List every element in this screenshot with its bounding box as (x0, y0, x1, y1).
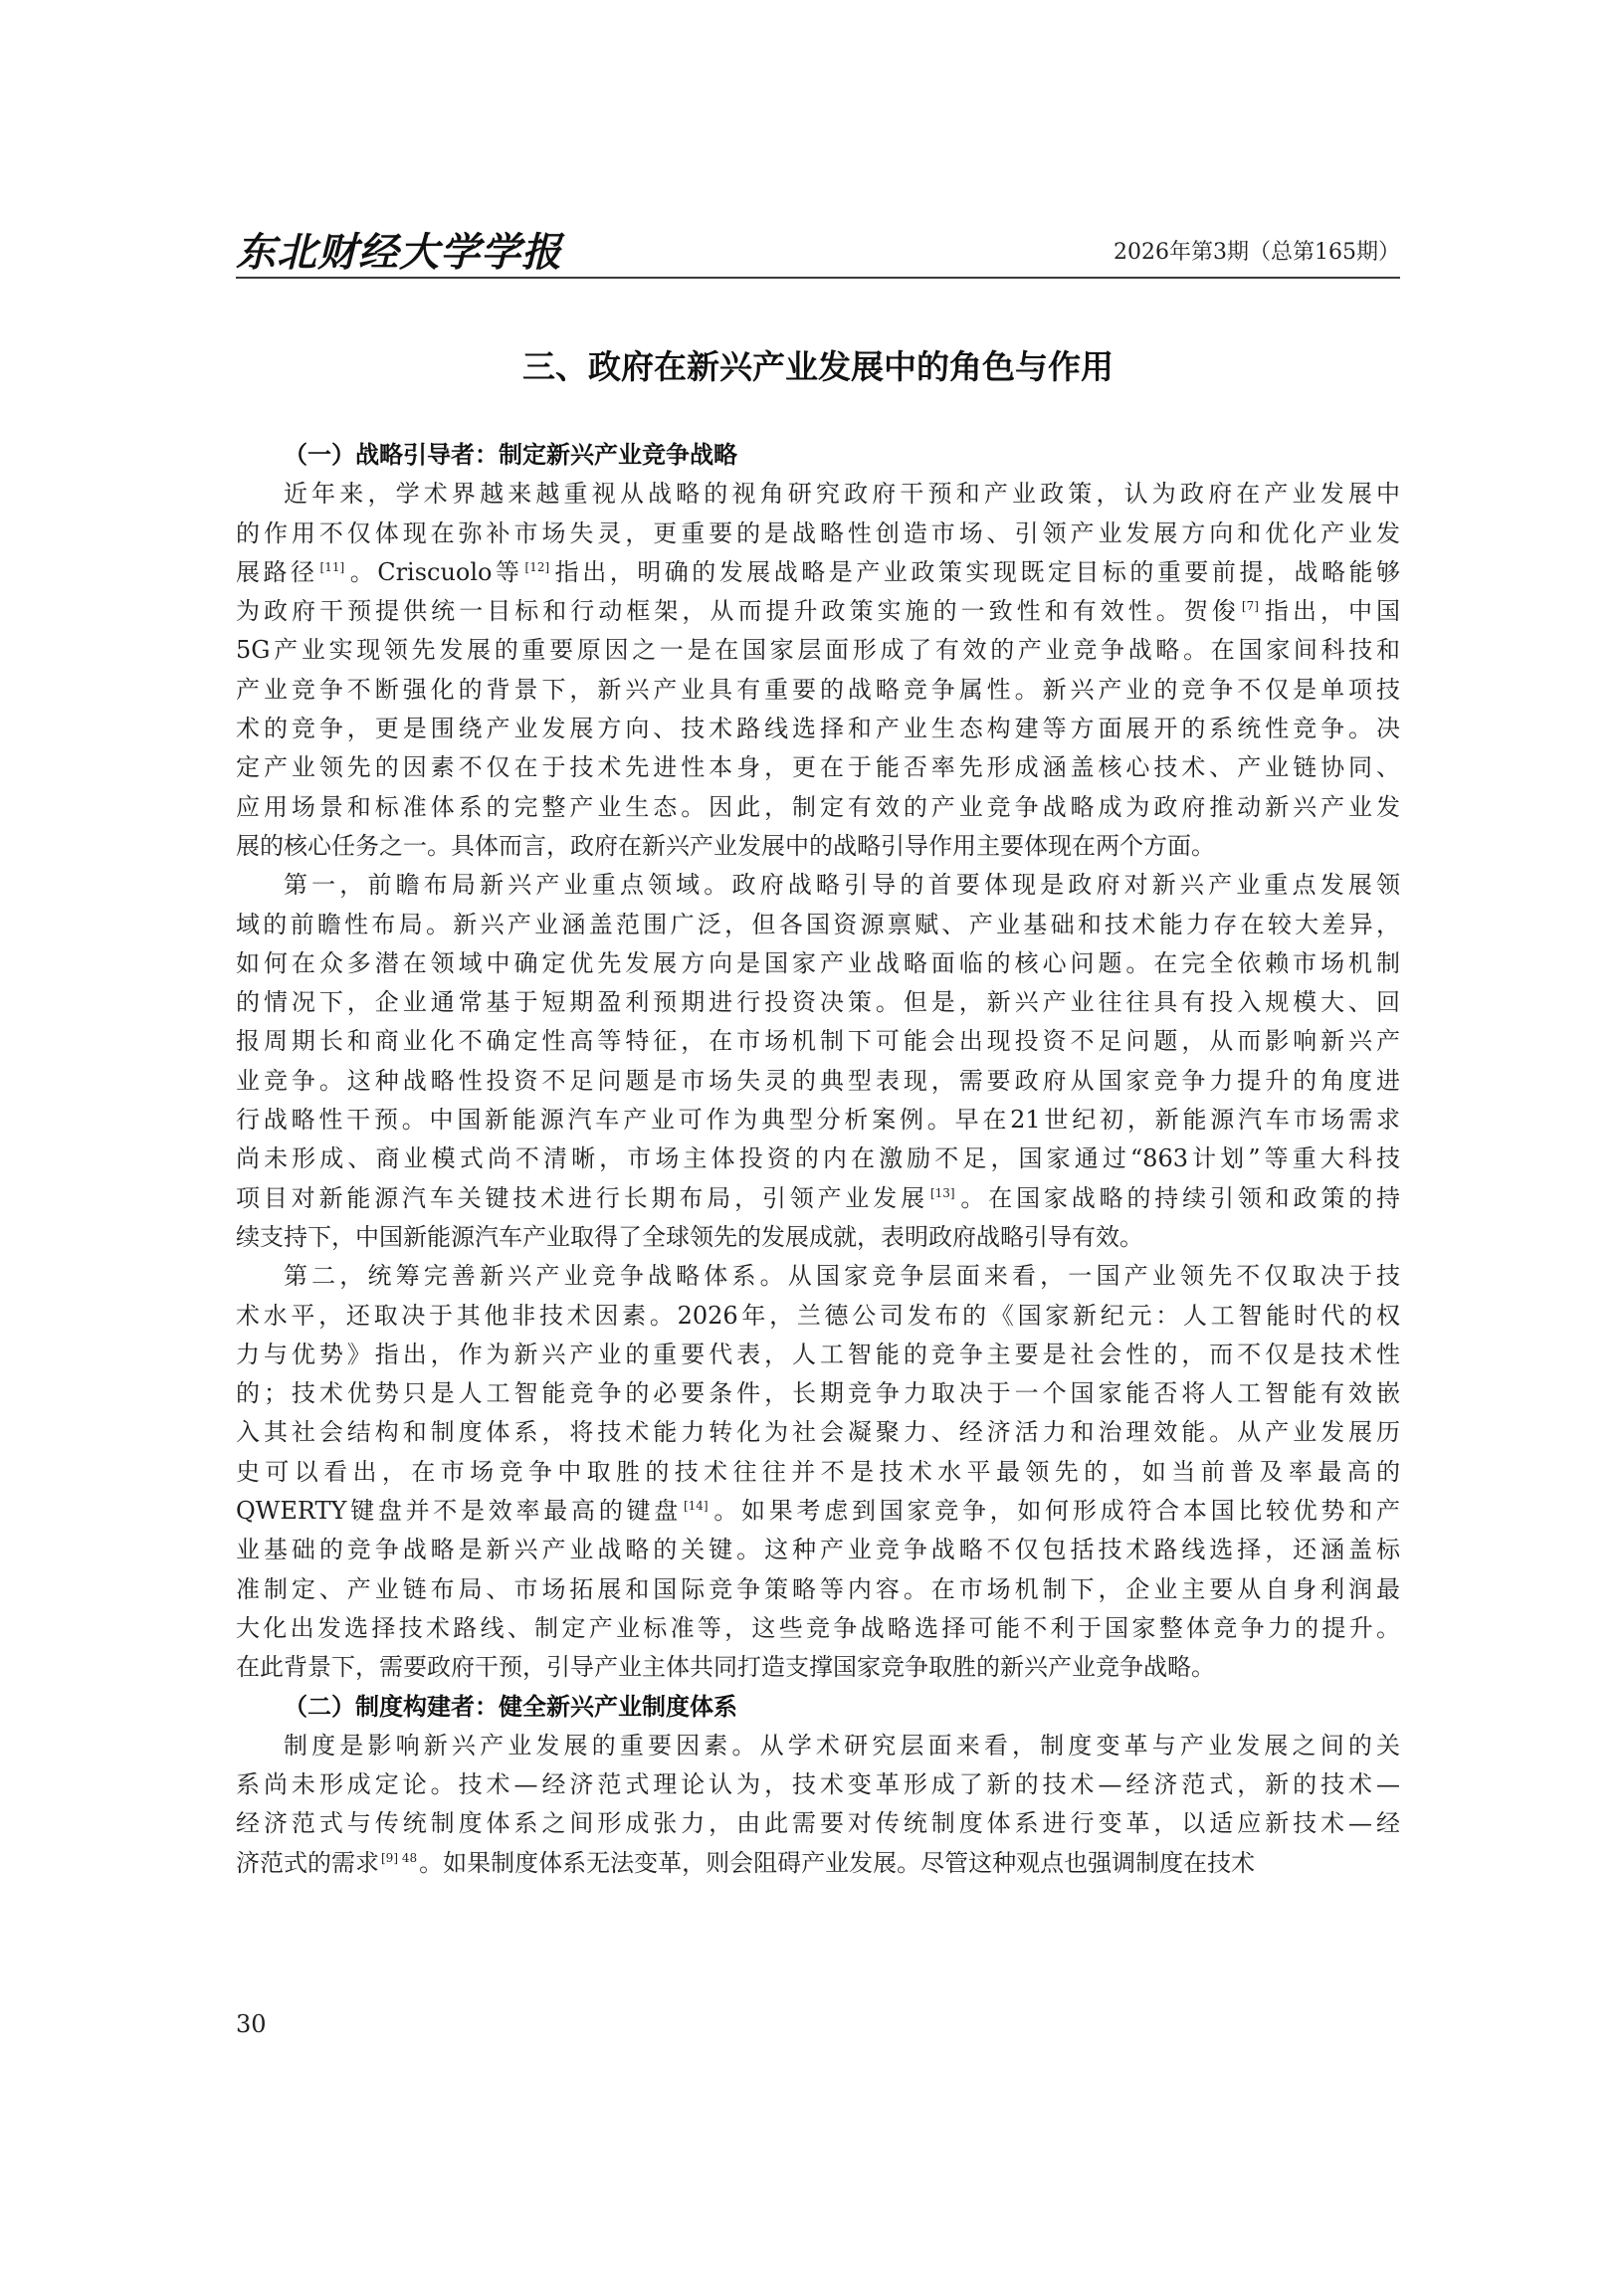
line-text: 业竞争。这种战略性投资不足问题是市场失灵的典型表现，需要政府从国家竞争力提升的角度进 (236, 1066, 1400, 1095)
line-text: QWERTY键盘并不是效率最高的键盘 (236, 1497, 682, 1526)
line-text: 如何在众多潜在领域中确定优先发展方向是国家产业战略面临的核心问题。在完全依赖市场机制 (236, 948, 1400, 977)
text-line (236, 592, 1400, 631)
line-text: 的；技术优势只是人工智能竞争的必要条件，长期竞争力取决于一个国家能否将人工智能有效嵌 (236, 1379, 1400, 1408)
text-line (236, 944, 1400, 983)
text-line (236, 1609, 1400, 1648)
line-text: 在此背景下，需要政府干预，引导产业主体共同打造支撑国家竞争取胜的新兴产业竞争战略。 (236, 1653, 1215, 1682)
line-text: 制度是影响新兴产业发展的重要因素。从学术研究层面来看，制度变革与产业发展之间的关 (284, 1731, 1400, 1760)
line-text: 定产业领先的因素不仅在于技术先进性本身，更在于能否率先形成涵盖核心技术、产业链协同、 (236, 753, 1400, 782)
line-text: 指出，中国 (1260, 597, 1400, 626)
line-text: 续支持下，中国新能源汽车产业取得了全球领先的发展成就，表明政府战略引导有效。 (236, 1222, 1143, 1251)
text-line (236, 1062, 1400, 1101)
text-line (236, 1531, 1400, 1569)
text-line (236, 1257, 1400, 1296)
text-line (236, 1413, 1400, 1452)
line-text: 尚未形成、商业模式尚不清晰，市场主体投资的内在激励不足，国家通过“863计划”等重大科技 (236, 1144, 1400, 1173)
text-line (236, 1765, 1400, 1804)
line-text: 系尚未形成定论。技术—经济范式理论认为，技术变革形成了新的技术—经济范式，新的技术— (236, 1770, 1400, 1799)
text-line (236, 1336, 1400, 1374)
journal-logo: 东北财经大学学报 (236, 229, 562, 276)
line-text: 的情况下，企业通常基于短期盈利预期进行投资决策。但是，新兴产业往往具有投入规模大、回 (236, 988, 1400, 1017)
line-text: 史可以看出，在市场竞争中取胜的技术往往并不是技术水平最领先的，如当前普及率最高的 (236, 1457, 1400, 1486)
text-line (236, 1570, 1400, 1609)
line-text: 入其社会结构和制度体系，将技术能力转化为社会凝聚力、经济活力和治理效能。从产业发展历 (236, 1418, 1400, 1447)
line-text: 第一，前瞻布局新兴产业重点领域。政府战略引导的首要体现是政府对新兴产业重点发展领 (284, 871, 1400, 900)
citation-ref: [11] (319, 559, 345, 574)
text-line (236, 1648, 1400, 1687)
text-line (236, 710, 1400, 748)
header-rule (236, 277, 1400, 279)
line-text: 准制定、产业链布局、市场拓展和国际竞争策略等内容。在市场机制下，企业主要从自身利润最 (236, 1574, 1400, 1603)
line-text: 。如果制度体系无法变革，则会阻碍产业发展。尽管这种观点也强调制度在技术 (419, 1848, 1256, 1877)
page-number: 30 (236, 2010, 267, 2038)
text-line (236, 748, 1400, 787)
text-line (236, 1453, 1400, 1492)
text-line (236, 1727, 1400, 1765)
line-text: 术的竞争，更是围绕产业发展方向、技术路线选择和产业生态构建等方面展开的系统性竞争。决 (236, 715, 1400, 743)
text-line (236, 631, 1400, 670)
issue-info: 2026年第3期（总第165期） (1114, 240, 1400, 265)
text-line (236, 1804, 1400, 1843)
text-line (236, 1218, 1400, 1257)
line-text: 展的核心任务之一。具体而言，政府在新兴产业发展中的战略引导作用主要体现在两个方面。 (236, 831, 1215, 860)
line-text: 域的前瞻性布局。新兴产业涵盖范围广泛，但各国资源禀赋、产业基础和技术能力存在较大差异， (236, 910, 1400, 938)
text-line (236, 827, 1400, 866)
citation-ref: [12] (524, 559, 550, 574)
line-text: 行战略性干预。中国新能源汽车产业可作为典型分析案例。早在21世纪初，新能源汽车市场需求 (236, 1106, 1400, 1135)
line-text: 展路径 (236, 557, 318, 586)
paragraph (236, 1727, 1400, 1883)
line-text: 为政府干预提供统一目标和行动框架，从而提升政策实施的一致性和有效性。贺俊 (236, 597, 1240, 626)
text-line (236, 1022, 1400, 1061)
line-text: 。如果考虑到国家竞争，如何形成符合本国比较优势和产 (710, 1497, 1400, 1526)
text-line (236, 1140, 1400, 1178)
text-line (236, 1844, 1400, 1883)
line-text: 力与优势》指出，作为新兴产业的重要代表，人工智能的竞争主要是社会性的，而不仅是技术性 (236, 1340, 1400, 1368)
paragraph (236, 475, 1400, 866)
text-line (236, 475, 1400, 514)
text-line (236, 1297, 1400, 1336)
line-text: 指出，明确的发展战略是产业政策实现既定目标的重要前提，战略能够 (551, 557, 1400, 586)
line-text: 经济范式与传统制度体系之间形成张力，由此需要对传统制度体系进行变革，以适应新技术—经 (236, 1809, 1400, 1838)
text-line (236, 671, 1400, 710)
text-line (236, 553, 1400, 592)
line-text: 术水平，还取决于其他非技术因素。2026年，兰德公司发布的《国家新纪元：人工智能时代的权 (236, 1301, 1400, 1330)
line-text: 济范式的需求 (236, 1848, 379, 1877)
text-line (236, 788, 1400, 827)
line-text: 业基础的竞争战略是新兴产业战略的关键。这种产业竞争战略不仅包括技术路线选择，还涵盖标 (236, 1536, 1400, 1564)
line-text: 应用场景和标准体系的完整产业生态。因此，制定有效的产业竞争战略成为政府推动新兴产业发 (236, 792, 1400, 821)
subsection-heading: （二）制度构建者：健全新兴产业制度体系 (284, 1692, 737, 1721)
line-text: 。在国家战略的持续引领和政策的持 (956, 1183, 1400, 1212)
line-text: 项目对新能源汽车关键技术进行长期布局，引领产业发展 (236, 1183, 928, 1212)
subsection-heading: （一）战略引导者：制定新兴产业竞争战略 (284, 441, 737, 469)
section-title: 三、政府在新兴产业发展中的角色与作用 (522, 347, 1114, 386)
line-text: 。Criscuolo等 (346, 557, 523, 586)
text-line (236, 1101, 1400, 1140)
line-text: 第二，统筹完善新兴产业竞争战略体系。从国家竞争层面来看，一国产业领先不仅取决于技 (284, 1262, 1400, 1291)
text-line (236, 1492, 1400, 1531)
line-text: 报周期长和商业化不确定性高等特征，在市场机制下可能会出现投资不足问题，从而影响新兴产 (236, 1027, 1400, 1056)
text-line (236, 515, 1400, 553)
article-body (236, 436, 1400, 1883)
line-text: 5G产业实现领先发展的重要原因之一是在国家层面形成了有效的产业竞争战略。在国家间科技和 (236, 636, 1400, 665)
line-text: 大化出发选择技术路线、制定产业标准等，这些竞争战略选择可能不利于国家整体竞争力的提升。 (236, 1613, 1400, 1642)
text-line (236, 983, 1400, 1022)
citation-ref: [7] (1241, 599, 1259, 614)
text-line (236, 1374, 1400, 1413)
citation-ref: [13] (929, 1185, 955, 1200)
citation-ref: [9] 48 (381, 1850, 418, 1865)
text-line (236, 906, 1400, 944)
line-text: 产业竞争不断强化的背景下，新兴产业具有重要的战略竞争属性。新兴产业的竞争不仅是单项技 (236, 675, 1400, 704)
citation-ref: [14] (683, 1499, 709, 1514)
line-text: 近年来，学术界越来越重视从战略的视角研究政府干预和产业政策，认为政府在产业发展中 (284, 480, 1400, 509)
text-line (236, 1179, 1400, 1218)
line-text: 的作用不仅体现在弥补市场失灵，更重要的是战略性创造市场、引领产业发展方向和优化产业发 (236, 518, 1400, 547)
paragraph (236, 866, 1400, 1257)
paragraph (236, 1257, 1400, 1687)
text-line (236, 866, 1400, 905)
journal-header (236, 221, 1400, 276)
